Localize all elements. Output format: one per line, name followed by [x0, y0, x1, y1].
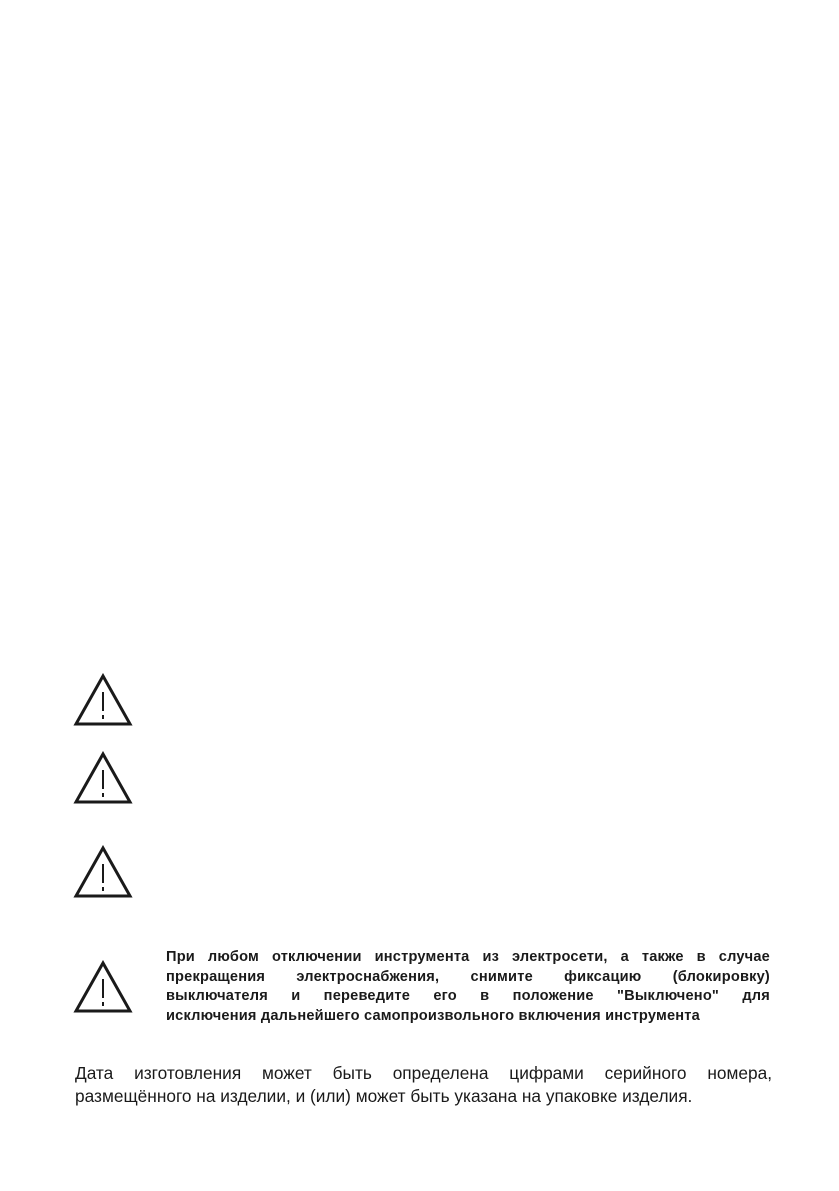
warning-triangle-icon [73, 751, 133, 805]
warning-line: выключателя и переведите его в положение "Выключено" для [166, 988, 770, 1004]
warning-line: При любом отключении инструмента из электросети, а также в случае [166, 949, 770, 965]
warning-triangle-icon [73, 673, 133, 727]
manufacture-date-text [75, 1062, 772, 1108]
warning-line: исключения дальнейшего самопроизвольного включения инструмента [166, 1007, 700, 1024]
manufacture-line: Дата изготовления может быть определена цифрами серийного номера, [75, 1063, 772, 1083]
power-off-warning-text [166, 948, 770, 1026]
warning-triangle-icon [73, 960, 133, 1014]
warning-triangle-icon [73, 845, 133, 899]
warning-line: прекращения электроснабжения, снимите фиксацию (блокировку) [166, 968, 770, 985]
manufacture-line: размещённого на изделии, и (или) может быть указана на упаковке изделия. [75, 1086, 693, 1106]
